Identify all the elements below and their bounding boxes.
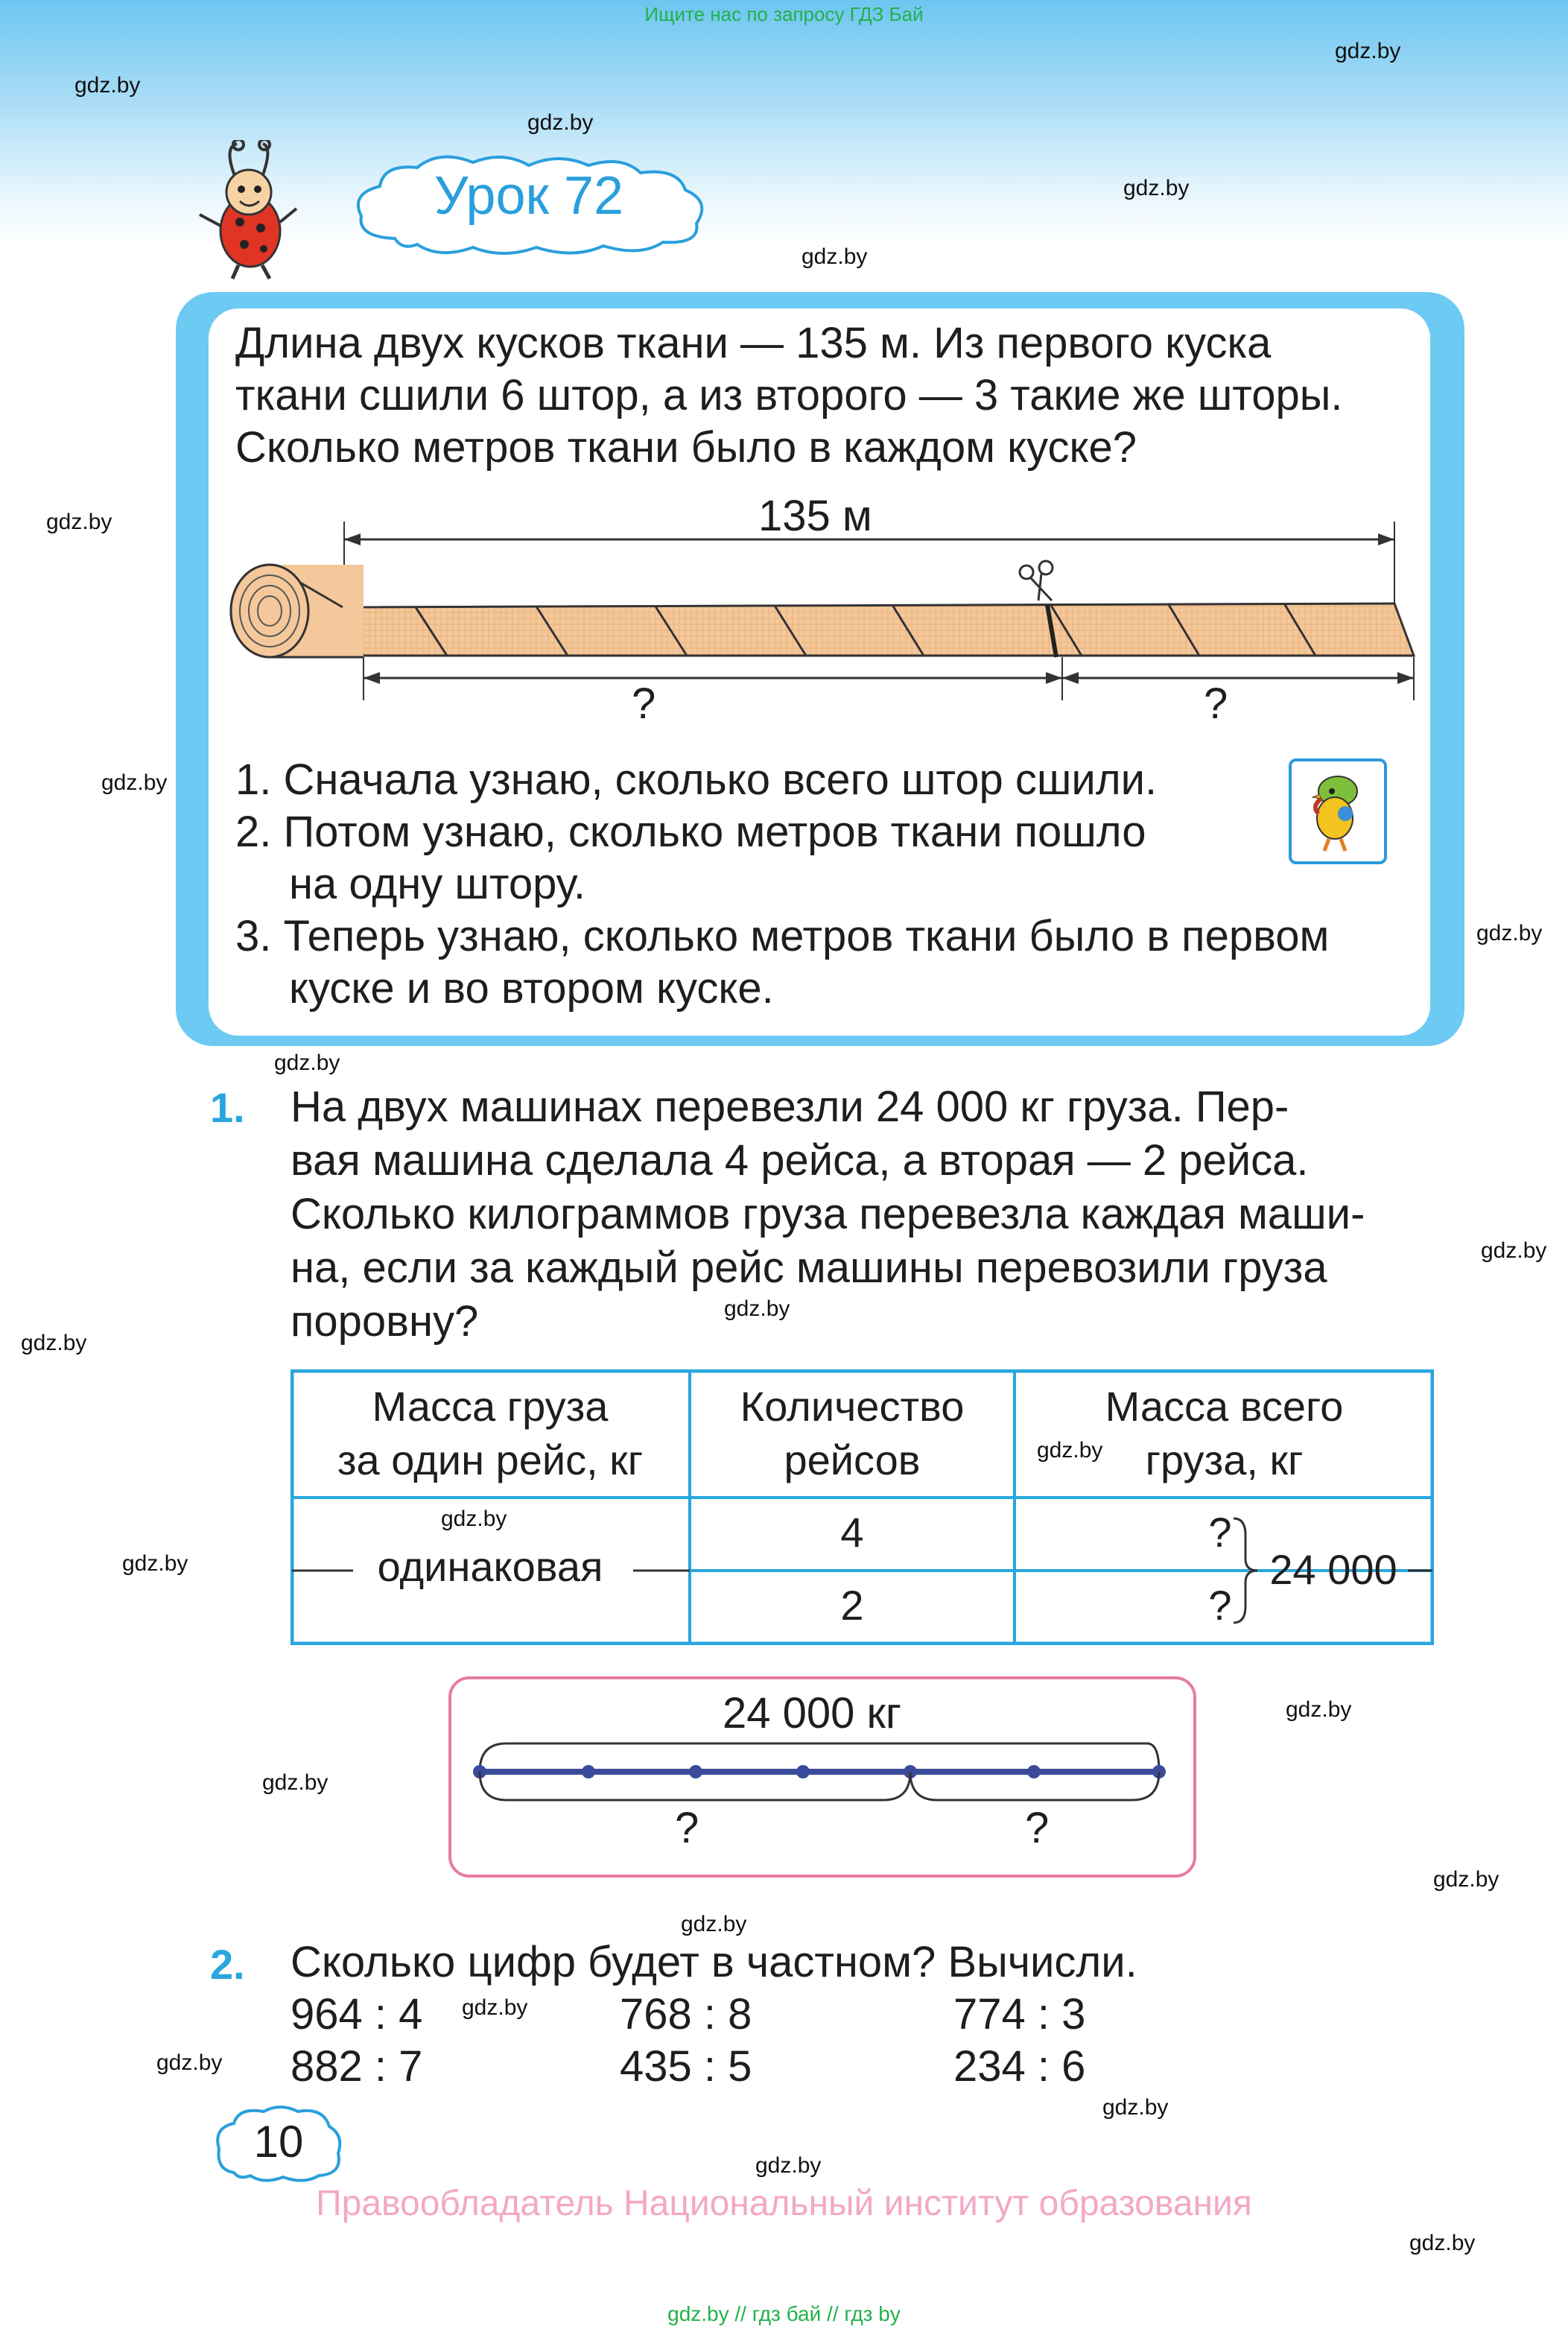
segment-total-label: 24 000 кг <box>723 1689 902 1737</box>
division-expression: 234 : 6 <box>953 2042 1086 2091</box>
watermark: gdz.by <box>755 2153 822 2178</box>
table-header: Количество рейсов <box>740 1383 965 1483</box>
watermark: gdz.by <box>802 244 868 269</box>
parrot-icon <box>1289 758 1387 864</box>
watermark: gdz.by <box>156 2050 223 2075</box>
table-cell-total: ? <box>1208 1582 1232 1629</box>
watermark: gdz.by <box>462 1995 528 2020</box>
watermark: gdz.by <box>1123 176 1190 200</box>
problem-line: Длина двух кусков ткани — 135 м. Из первого куска <box>235 319 1272 367</box>
table-cell-sum: 24 000 <box>1269 1546 1397 1593</box>
task1-line: На двух машинах перевезли 24 000 кг груза. Пер- <box>291 1083 1289 1131</box>
task-number: 2. <box>210 1941 245 1988</box>
task1-line: поровну? <box>291 1297 479 1346</box>
watermark: gdz.by <box>1409 2231 1476 2255</box>
watermark: gdz.by <box>1481 1238 1547 1263</box>
segment-question: ? <box>675 1804 699 1852</box>
watermark: gdz.by <box>262 1770 328 1795</box>
table-header: Масса груза за один рейс, кг <box>337 1383 644 1483</box>
watermark: gdz.by <box>1433 1867 1499 1892</box>
watermark: gdz.by <box>122 1551 188 1576</box>
division-expression: 882 : 7 <box>291 2042 423 2091</box>
task2-title: Сколько цифр будет в частном? Вычисли. <box>291 1938 1137 1986</box>
division-expression: 964 : 4 <box>291 1990 423 2038</box>
problem-line: Сколько метров ткани было в каждом куске? <box>235 423 1137 472</box>
diagram-total-label: 135 м <box>758 492 872 540</box>
scissors-icon <box>1020 561 1053 601</box>
watermark: gdz.by <box>1286 1697 1352 1722</box>
watermark: gdz.by <box>1102 2095 1169 2120</box>
footer-links: gdz.by // гдз бай // гдз by <box>667 2302 901 2325</box>
table-cell-total: ? <box>1208 1509 1232 1556</box>
watermark: gdz.by <box>724 1296 790 1321</box>
copyright-text: Правообладатель Национальный институт образования <box>316 2184 1252 2223</box>
watermark: gdz.by <box>1476 921 1543 945</box>
top-search-note: Ищите нас по запросу ГДЗ Бай <box>644 3 924 25</box>
watermark: gdz.by <box>21 1331 87 1355</box>
solution-step: 3. Теперь узнаю, сколько метров ткани было в первом <box>235 912 1330 960</box>
watermark: gdz.by <box>681 1912 747 1936</box>
solution-step: куске и во втором куске. <box>289 964 774 1013</box>
watermark: gdz.by <box>74 73 141 98</box>
solution-step: на одну штору. <box>289 860 585 908</box>
diagram-question: ? <box>1204 679 1228 728</box>
table-cell-mass: одинаковая <box>377 1543 603 1590</box>
task1-line: вая машина сделала 4 рейса, а вторая — 2 рейса. <box>291 1136 1309 1185</box>
watermark: gdz.by <box>527 110 594 135</box>
solution-step: 2. Потом узнаю, сколько метров ткани пошло <box>235 808 1146 856</box>
task1-text <box>291 1080 1438 1349</box>
page-number: 10 <box>253 2117 304 2167</box>
problem-line: ткани сшили 6 штор, а из второго — 3 такие же шторы. <box>235 371 1343 419</box>
division-expression: 435 : 5 <box>620 2042 752 2091</box>
watermark: gdz.by <box>1335 39 1401 63</box>
division-expression: 774 : 3 <box>953 1990 1086 2038</box>
task1-line: на, если за каждый рейс машины перевозили груза <box>291 1244 1327 1292</box>
table-cell-trips: 2 <box>840 1582 864 1629</box>
ladybug-mascot-icon <box>192 140 304 282</box>
watermark: gdz.by <box>101 770 168 795</box>
data-table <box>291 1369 1434 1645</box>
watermark: gdz.by <box>1037 1438 1103 1463</box>
watermark: gdz.by <box>274 1051 340 1075</box>
watermark: gdz.by <box>46 510 112 534</box>
segment-question: ? <box>1025 1804 1050 1852</box>
table-header: Масса всего груза, кг <box>1105 1383 1344 1483</box>
lesson-title: Урок 72 <box>434 166 624 226</box>
watermark: gdz.by <box>441 1507 507 1531</box>
diagram-question: ? <box>632 679 656 728</box>
table-cell-trips: 4 <box>840 1509 864 1556</box>
task-number: 1. <box>210 1084 245 1131</box>
solution-step: 1. Сначала узнаю, сколько всего штор сшили. <box>235 755 1158 804</box>
division-expression: 768 : 8 <box>620 1990 752 2038</box>
task1-line: Сколько килограммов груза перевезла каждая маши- <box>291 1190 1365 1238</box>
